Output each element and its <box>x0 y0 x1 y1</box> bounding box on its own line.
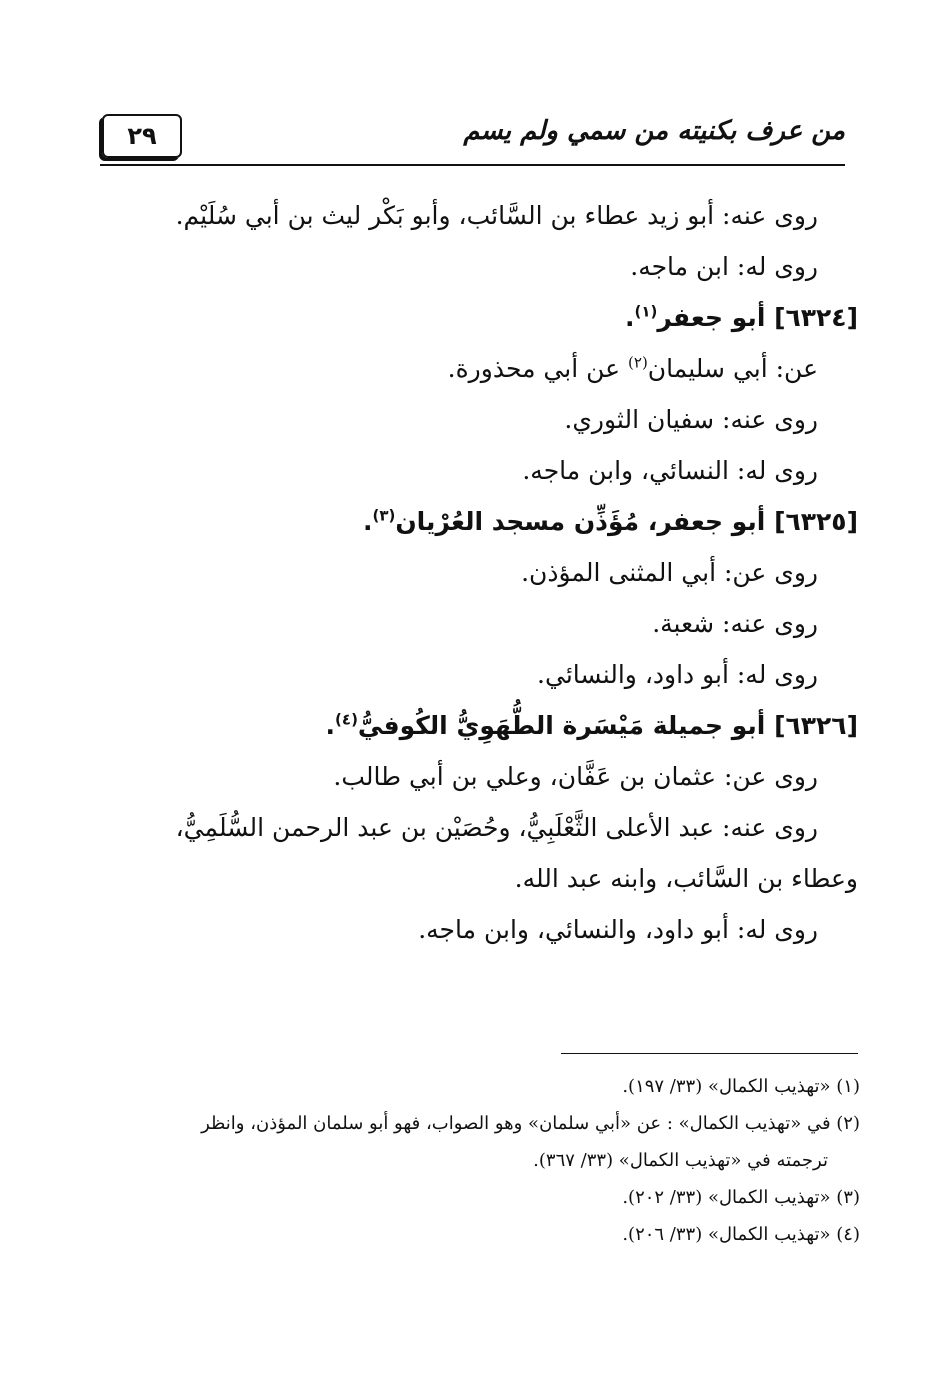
entry-heading <box>108 496 858 547</box>
body-line <box>68 241 858 292</box>
line-text: [٦٣٢٤] أبو جعفر <box>657 303 858 332</box>
line-text: وعطاء بن السَّائب، وابنه عبد الله. <box>514 864 858 893</box>
body-line <box>68 802 858 853</box>
footnote <box>108 1179 860 1216</box>
line-text: روى عنه: سفيان الثوري. <box>564 405 818 434</box>
body-line <box>108 853 858 904</box>
body-line <box>68 394 858 445</box>
body-line <box>68 598 858 649</box>
line-text: روى عنه: شعبة. <box>652 609 818 638</box>
line-text: [٦٣٢٥] أبو جعفر، مُؤَذِّن مسجد العُرْيان <box>395 507 858 536</box>
body-text <box>108 190 858 955</box>
footnote-text: (١) «تهذيب الكمال» (٣٣/ ١٩٧). <box>622 1076 860 1097</box>
footnote-ref: (٢) <box>628 353 648 372</box>
footnote-ref: (٤) <box>335 710 358 729</box>
body-line <box>68 190 858 241</box>
body-line <box>68 904 858 955</box>
footnote-ref: (١) <box>634 302 658 321</box>
line-text: [٦٣٢٦] أبو جميلة مَيْسَرة الطُّهَوِيُّ الكُوفيُّ <box>357 711 858 740</box>
footnote <box>108 1105 860 1179</box>
body-line <box>68 445 858 496</box>
line-text: روى له: النسائي، وابن ماجه. <box>522 456 818 485</box>
line-text-after: . <box>362 507 373 536</box>
line-text: روى له: أبو داود، والنسائي، وابن ماجه. <box>418 915 818 944</box>
line-text: روى له: ابن ماجه. <box>630 252 818 281</box>
line-text: روى عن: أبي المثنى المؤذن. <box>521 558 818 587</box>
footnotes <box>108 1068 860 1253</box>
line-text-after: . <box>625 303 635 332</box>
line-text-after: عن أبي محذورة. <box>447 354 629 383</box>
footnote-continuation: ترجمته في «تهذيب الكمال» (٣٣/ ٣٦٧). <box>533 1150 828 1171</box>
entry-heading <box>108 292 858 343</box>
line-text: عن: أبي سليمان <box>647 354 818 383</box>
line-text: روى عنه: أبو زيد عطاء بن السَّائب، وأبو بَكْر ليث بن أبي سُلَيْم. <box>175 201 818 230</box>
footnote-text: (٤) «تهذيب الكمال» (٣٣/ ٢٠٦). <box>622 1224 860 1245</box>
footnote-text: (٣) «تهذيب الكمال» (٣٣/ ٢٠٢). <box>622 1187 860 1208</box>
line-text: روى عن: عثمان بن عَفَّان، وعلي بن أبي طالب. <box>333 762 818 791</box>
footnote-ref: (٣) <box>372 506 396 525</box>
entry-heading <box>108 700 858 751</box>
page-header <box>100 108 845 162</box>
footnote-rule <box>561 1053 858 1054</box>
line-text: روى له: أبو داود، والنسائي. <box>537 660 818 689</box>
line-text: روى عنه: عبد الأعلى الثَّعْلَبِيُّ، وحُصَيْن بن عبد الرحمن السُّلَمِيُّ، <box>175 813 818 842</box>
footnote <box>108 1216 860 1253</box>
footnote-text: (٢) في «تهذيب الكمال» : عن «أبي سلمان» وهو الصواب، فهو أبو سلمان المؤذن، وانظر <box>201 1113 860 1134</box>
body-line <box>68 547 858 598</box>
body-line <box>68 343 858 394</box>
body-line <box>68 649 858 700</box>
footnote <box>108 1068 860 1105</box>
line-text-after: . <box>325 711 336 740</box>
running-title: من عرف بكنيته من سمي ولم يسم <box>463 116 845 146</box>
page-number: ٢٩ <box>127 122 157 150</box>
body-line <box>68 751 858 802</box>
page-number-box <box>102 114 182 158</box>
header-rule <box>100 164 845 166</box>
